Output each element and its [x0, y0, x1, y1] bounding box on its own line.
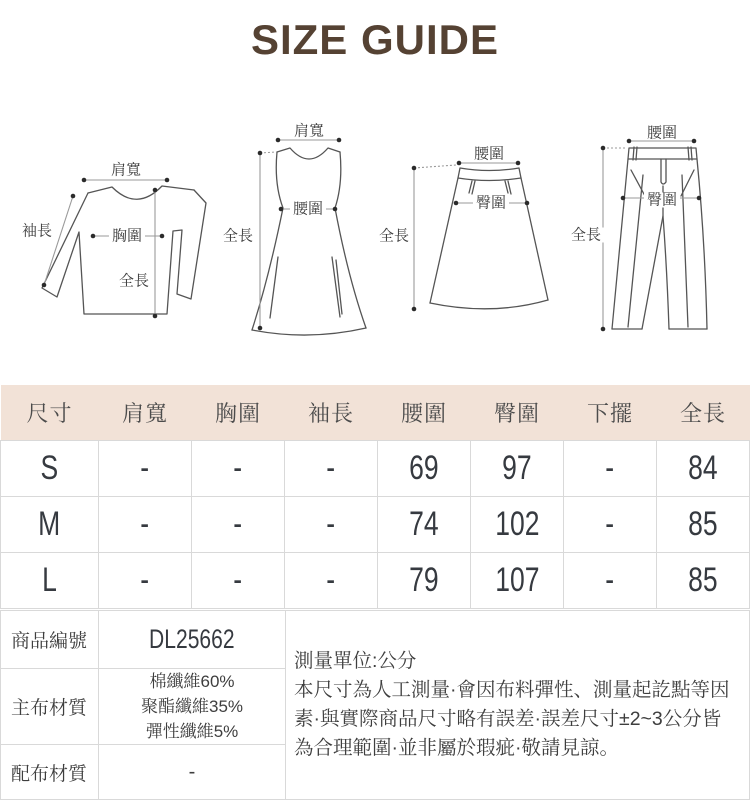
value-cell: - — [99, 552, 192, 608]
value-cell: - — [285, 496, 378, 552]
pants-waist-label: 腰圍 — [644, 126, 680, 141]
skirt-waist-label: 腰圍 — [471, 147, 507, 162]
value-cell: - — [192, 552, 285, 608]
size-cell: S — [1, 440, 99, 496]
value-cell: - — [285, 440, 378, 496]
product-code-value: DL25662 — [99, 611, 286, 669]
measurement-note — [294, 647, 737, 763]
skirt-measure-dots — [412, 161, 530, 312]
fabric-line-1: 棉纖維60% — [149, 672, 235, 691]
pants-length-label: 全長 — [568, 228, 604, 243]
value-cell: - — [99, 440, 192, 496]
size-cell: L — [1, 552, 99, 608]
value-cell: - — [564, 552, 657, 608]
header-shoulder: 肩寬 — [99, 385, 192, 440]
dress-shoulder-label: 肩寬 — [291, 124, 327, 139]
fabric-line-3: 彈性纖維5% — [145, 722, 239, 741]
header-size: 尺寸 — [1, 385, 99, 440]
accessory-fabric-value: - — [99, 745, 286, 800]
top-length-label: 全長 — [116, 274, 152, 289]
value-cell: - — [192, 496, 285, 552]
value-cell: 85 — [657, 552, 750, 608]
header-chest: 胸圍 — [192, 385, 285, 440]
size-cell: M — [1, 496, 99, 552]
main-fabric-value — [99, 669, 286, 745]
product-code-row — [1, 611, 750, 669]
fabric-line-2: 聚酯纖維35% — [140, 697, 244, 716]
accessory-fabric-label: 配布材質 — [1, 745, 99, 800]
size-table — [0, 385, 750, 609]
skirt-length-label: 全長 — [376, 229, 412, 244]
top-sleeve-label: 袖長 — [19, 224, 55, 239]
garment-diagrams — [0, 95, 750, 365]
value-cell: 97 — [471, 440, 564, 496]
dress-diagram — [252, 148, 366, 335]
pants-measure-dots — [601, 139, 702, 332]
table-row-l — [1, 552, 750, 608]
product-code-label: 商品編號 — [1, 611, 99, 669]
header-hip: 臀圍 — [471, 385, 564, 440]
skirt-hip-label: 臀圍 — [473, 196, 509, 211]
main-fabric-label: 主布材質 — [1, 669, 99, 745]
dress-waist-label: 腰圍 — [290, 202, 326, 217]
measurement-note-body: 本尺寸為人工測量·會因布料彈性、測量起訖點等因素·與實際商品尺寸略有誤差·誤差尺寸±2~3公分皆為合理範圍·並非屬於瑕疵·敬請見諒。 — [294, 679, 730, 759]
measurement-note-cell — [286, 611, 750, 800]
value-cell: - — [564, 440, 657, 496]
product-info-table — [0, 610, 750, 800]
value-cell: 79 — [378, 552, 471, 608]
value-cell: 84 — [657, 440, 750, 496]
skirt-diagram — [430, 168, 548, 309]
top-measure-lines — [44, 180, 167, 316]
value-cell: 85 — [657, 496, 750, 552]
value-cell: 74 — [378, 496, 471, 552]
header-waist: 腰圍 — [378, 385, 471, 440]
pants-diagram — [612, 147, 707, 329]
page-title: SIZE GUIDE — [250, 16, 500, 63]
dress-measure-dots — [258, 138, 342, 331]
pants-hip-label: 臀圍 — [644, 193, 680, 208]
top-chest-label: 胸圍 — [109, 229, 145, 244]
value-cell: 102 — [471, 496, 564, 552]
value-cell: - — [564, 496, 657, 552]
size-table-header-row — [1, 385, 750, 440]
dress-length-label: 全長 — [220, 229, 256, 244]
value-cell: - — [99, 496, 192, 552]
table-row-s — [1, 440, 750, 496]
header-hem: 下擺 — [564, 385, 657, 440]
header-sleeve: 袖長 — [285, 385, 378, 440]
value-cell: 69 — [378, 440, 471, 496]
measurement-unit-line: 測量單位:公分 — [294, 650, 417, 672]
table-row-m — [1, 496, 750, 552]
value-cell: 107 — [471, 552, 564, 608]
value-cell: - — [285, 552, 378, 608]
top-shoulder-label: 肩寬 — [108, 163, 144, 178]
header-length: 全長 — [657, 385, 750, 440]
value-cell: - — [192, 440, 285, 496]
top-diagram — [42, 186, 206, 314]
